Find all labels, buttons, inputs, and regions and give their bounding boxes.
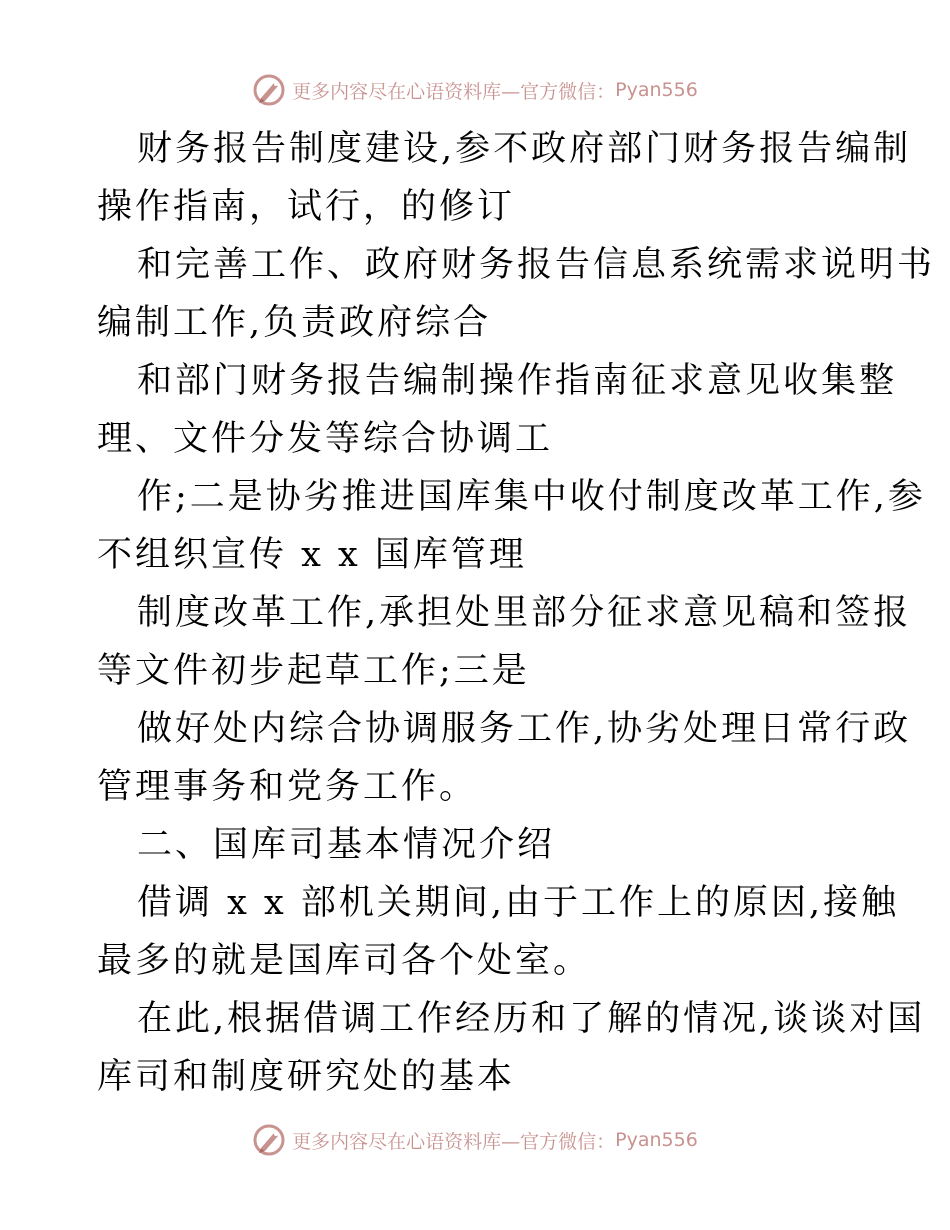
paragraph-line: 和完善工作、政府财务报告信息系统需求说明书	[137, 245, 936, 285]
paragraph-line: 在此,根据借调工作经历和了解的情况,谈谈对国	[137, 999, 926, 1039]
header-banner-text: 更多内容尽在心语资料库—官方微信：	[292, 80, 616, 103]
paragraph-line: 做好处内综合协调服务工作,协劣处理日常行政	[137, 709, 912, 749]
paragraph-line: 最多的就是国库司各个处室。	[97, 941, 592, 981]
paragraph-line: 和部门财务报告编制操作指南征求意见收集整	[137, 361, 898, 401]
paragraph-line: 借调 x x 部机关期间,由于工作上的原因,接触	[137, 883, 900, 923]
header-wechat-id: Pyan556	[615, 79, 698, 101]
pen-logo-icon	[252, 73, 286, 107]
paragraph-line: 不组织宣传 x x 国库管理	[97, 535, 527, 575]
paragraph-line: 制度改革工作,承担处里部分征求意见稿和签报	[137, 593, 912, 633]
paragraph-line: 操作指南，试行，的修订	[97, 187, 516, 227]
paragraph-line: 作;二是协劣推进国库集中收付制度改革工作,参	[137, 477, 926, 517]
paragraph-line: 等文件初步起草工作;三是	[97, 651, 530, 691]
footer-banner-text: 更多内容尽在心语资料库—官方微信：	[292, 1130, 616, 1153]
header-banner	[0, 70, 950, 110]
paragraph-line: 管理事务和党务工作。	[97, 767, 478, 807]
paragraph-line: 库司和制度研究处的基本	[97, 1057, 516, 1097]
footer-banner	[0, 1120, 950, 1160]
document-body	[97, 120, 936, 1106]
paragraph-line: 财务报告制度建设,参不政府部门财务报告编制	[137, 129, 912, 169]
pen-logo-icon	[252, 1123, 286, 1157]
footer-wechat-id: Pyan556	[615, 1129, 698, 1151]
paragraph-line: 编制工作,负责政府综合	[97, 303, 492, 343]
paragraph-line: 理、文件分发等综合协调工	[97, 419, 554, 459]
section-heading: 二、国库司基本情况介绍	[137, 825, 556, 865]
